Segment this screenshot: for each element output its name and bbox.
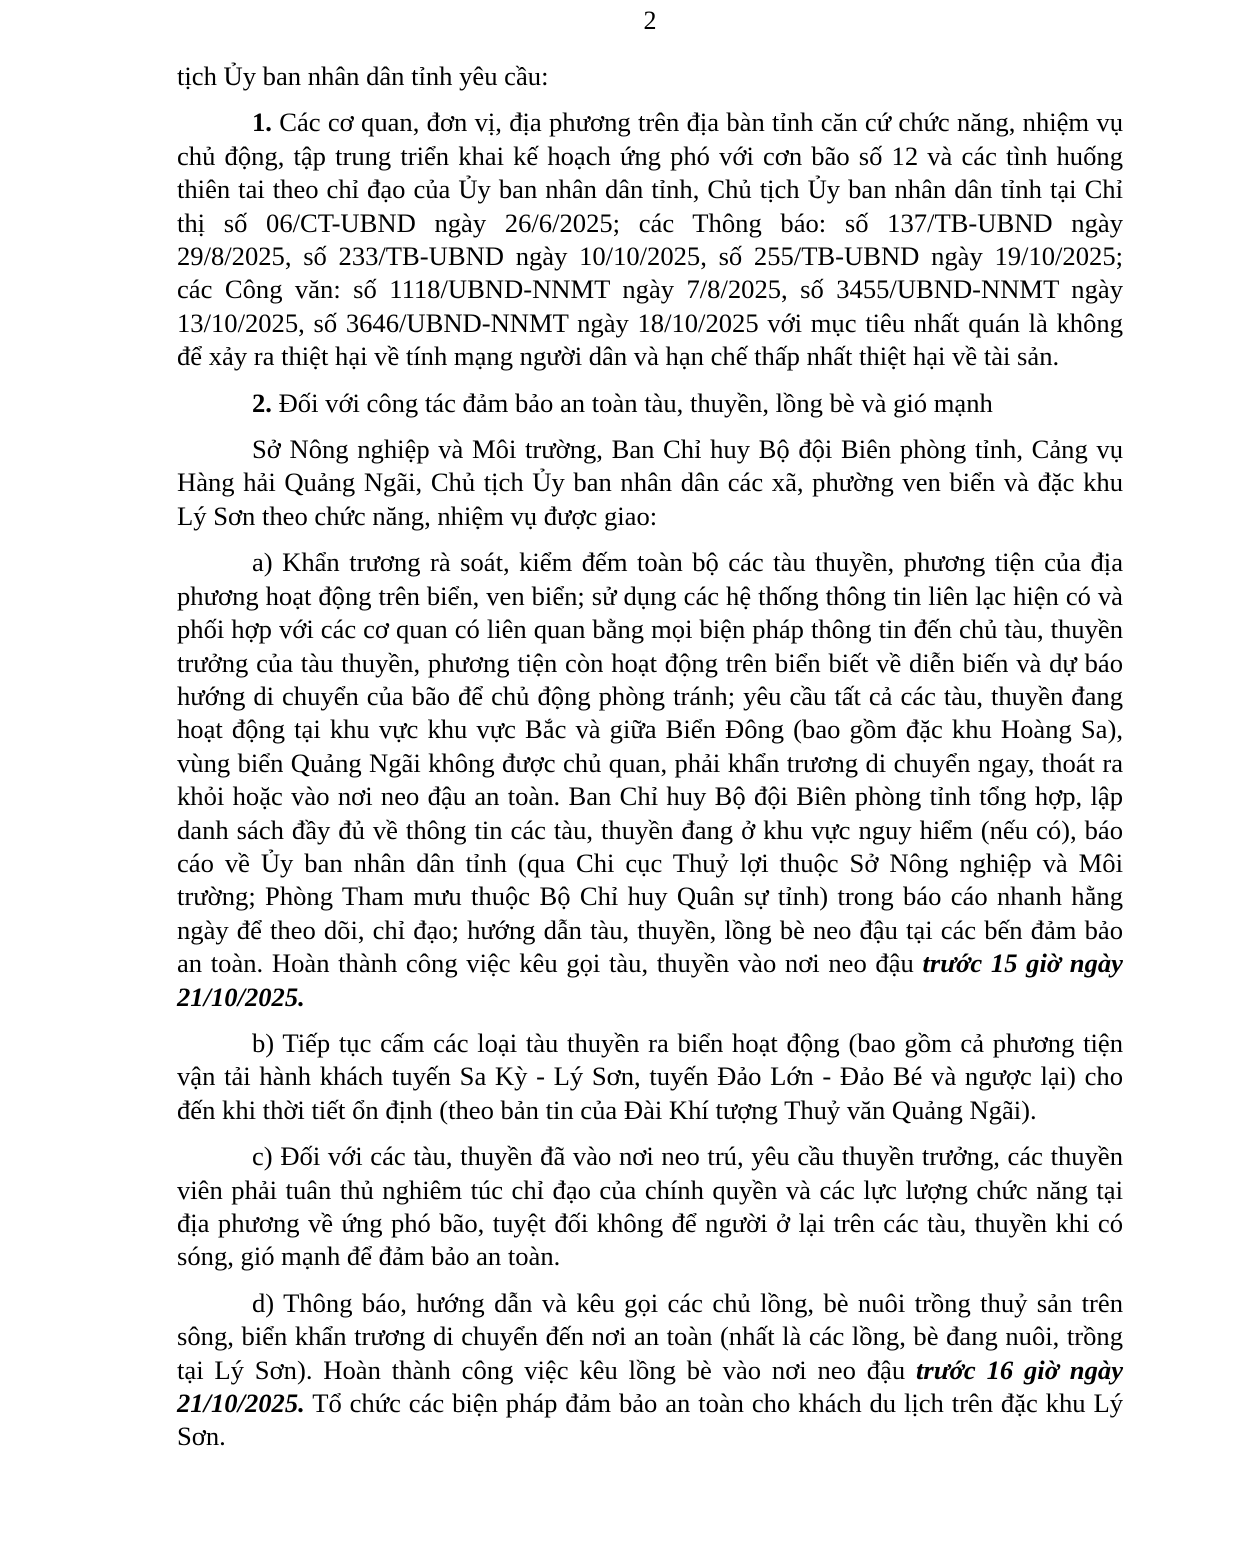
item-1-text: Các cơ quan, đơn vị, địa phương trên địa bàn tỉnh căn cứ chức năng, nhiệm vụ chủ động, tập trung triển khai kế hoạch ứng phó với cơn bão số 12 và các tình huống thiên tai theo chỉ đạo của Ủy ban nhân dân tỉnh, Chủ tịch Ủy ban nhân dân tỉnh tại Chỉ thị số 06/CT-UBND ngày 26/6/2025; các Thông báo: số 137/TB-UBND ngày 29/8/2025, số 233/TB-UBND ngày 10/10/2025, số 255/TB-UBND ngày 19/10/2025; các Công văn: số 1118/UBND-NNMT ngày 7/8/2025, số 3455/UBND-NNMT ngày 13/10/2025, số 3646/UBND-NNMT ngày 18/10/2025 với mục tiêu nhất quán là không để xảy ra thiệt hại về tính mạng người dân và hạn chế thấp nhất thiệt hại về tài sản. — [177, 107, 1123, 372]
agencies-text: Sở Nông nghiệp và Môi trường, Ban Chỉ huy Bộ đội Biên phòng tỉnh, Cảng vụ Hàng hải Quảng Ngãi, Chủ tịch Ủy ban nhân dân các xã, phường ven biển và đặc khu Lý Sơn theo chức năng, nhiệm vụ được giao: — [177, 434, 1123, 531]
paragraph-item-2c — [177, 1140, 1123, 1274]
page-number: 2 — [643, 6, 657, 35]
item-2d-deadline: trước 16 giờ ngày 21/10/2025. — [177, 1354, 1123, 1419]
paragraph-intro — [177, 60, 1123, 93]
item-2a-deadline: trước 15 giờ ngày 21/10/2025. — [177, 948, 1123, 1012]
item-2d-text-end: Tổ chức các biện pháp đảm bảo an toàn cho khách du lịch trên đặc khu Lý Sơn. — [177, 1388, 1123, 1452]
item-2b-text: b) Tiếp tục cấm các loại tàu thuyền ra biển hoạt động (bao gồm cả phương tiện vận tải hành khách tuyến Sa Kỳ - Lý Sơn, tuyến Đảo Lớn - Đảo Bé và ngược lại) cho đến khi thời tiết ổn định (theo bản tin của Đài Khí tượng Thuỷ văn Quảng Ngãi). — [177, 1027, 1123, 1125]
intro-text: tịch Ủy ban nhân dân tỉnh yêu cầu: — [177, 61, 549, 91]
paragraph-item-2-heading — [177, 387, 1123, 420]
item-1-number: 1. — [252, 107, 272, 138]
item-2d-text: d) Thông báo, hướng dẫn và kêu gọi các chủ lồng, bè nuôi trồng thuỷ sản trên sông, biển khẩn trương di chuyển đến nơi an toàn (nhất là các lồng, bè đang nuôi, trồng tại Lý Sơn). Hoàn thành công việc kêu lồng bè vào nơi neo đậu — [177, 1287, 1123, 1385]
document-body — [177, 60, 1123, 1467]
item-2c-text: c) Đối với các tàu, thuyền đã vào nơi neo trú, yêu cầu thuyền trưởng, các thuyền viên phải tuân thủ nghiêm túc chỉ đạo của chính quyền và các lực lượng chức năng tại địa phương về ứng phó bão, tuyệt đối không để người ở lại trên các tàu, thuyền khi có sóng, gió mạnh để đảm bảo an toàn. — [177, 1141, 1123, 1272]
item-2-number: 2. — [252, 387, 272, 418]
paragraph-item-2b — [177, 1027, 1123, 1127]
paragraph-item-2-agencies — [177, 433, 1123, 533]
paragraph-item-2a — [177, 546, 1123, 1014]
paragraph-item-2d — [177, 1287, 1123, 1454]
paragraph-item-1 — [177, 106, 1123, 373]
item-2-heading-text: Đối với công tác đảm bảo an toàn tàu, thuyền, lồng bè và gió mạnh — [271, 387, 993, 418]
item-2a-text: a) Khẩn trương rà soát, kiểm đếm toàn bộ các tàu thuyền, phương tiện của địa phương hoạt động trên biển, ven biển; sử dụng các hệ thống thông tin liên lạc hiện có và phối hợp với các cơ quan có liên quan bằng mọi biện pháp thông tin đến chủ tàu, thuyền trưởng của tàu thuyền, phương tiện còn hoạt động trên biển biết về diễn biến và dự báo hướng di chuyển của bão để chủ động phòng tránh; yêu cầu tất cả các tàu, thuyền đang hoạt động tại khu vực khu vực Bắc và giữa Biển Đông (bao gồm đặc khu Hoàng Sa), vùng biển Quảng Ngãi không được chủ quan, phải khẩn trương di chuyển ngay, thoát ra khỏi hoặc vào nơi neo đậu an toàn. Ban Chỉ huy Bộ đội Biên phòng tỉnh tổng hợp, lập danh sách đầy đủ về thông tin các tàu, thuyền đang ở khu vực nguy hiểm (nếu có), báo cáo về Ủy ban nhân dân tỉnh (qua Chi cục Thuỷ lợi thuộc Sở Nông nghiệp và Môi trường; Phòng Tham mưu thuộc Bộ Chỉ huy Quân sự tỉnh) trong báo cáo nhanh hằng ngày để theo dõi, chỉ đạo; hướng dẫn tàu, thuyền, lồng bè neo đậu tại các bến đảm bảo an toàn. Hoàn thành công việc kêu gọi tàu, thuyền vào nơi neo đậu — [177, 547, 1123, 979]
